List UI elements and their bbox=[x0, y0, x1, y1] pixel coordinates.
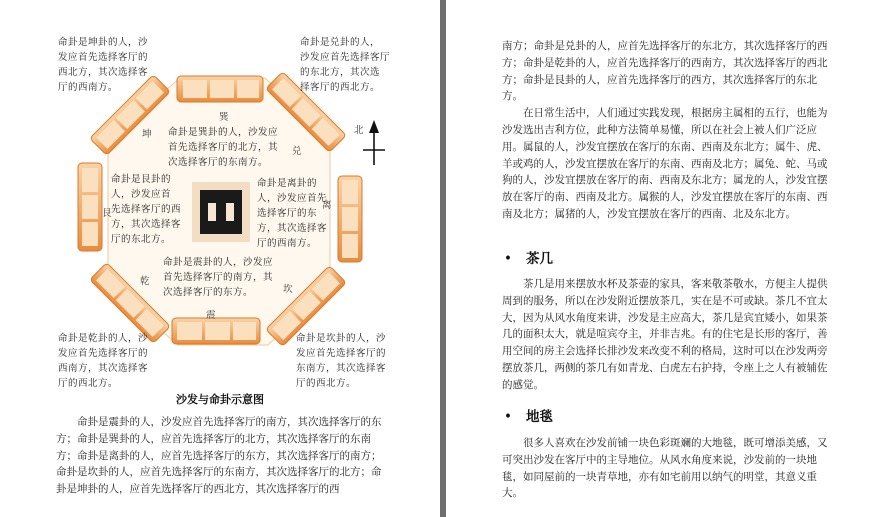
sofa-right bbox=[338, 176, 362, 262]
sofa-bottom bbox=[172, 318, 260, 344]
bullet-icon: • bbox=[504, 251, 512, 267]
trigram-xun: 巽 bbox=[219, 112, 229, 123]
trigram-qian: 乾 bbox=[140, 276, 150, 287]
figure-caption: 沙发与命卦示意图 bbox=[176, 393, 264, 406]
trigram-gen: 艮 bbox=[102, 208, 112, 219]
north-label: 北 bbox=[354, 125, 364, 136]
paragraph-carpet: 很多人喜欢在沙发前铺一块色彩斑斓的大地毯，既可增添美感，又可突出沙发在客厅中的主导地位。从风水角度来说，沙发前的一块地毯，如同屋前的一块青草地，亦有如宅前用以纳气的明堂，其意义重大。 bbox=[502, 437, 828, 500]
left-page bbox=[0, 0, 440, 517]
note-qian: 命卦是乾卦的人，沙 发应首先选择客厅的 西南方，其次选择客 厅的西北方。 bbox=[58, 333, 149, 389]
paragraph-continued: 南方；命卦是兑卦的人，应首先选择客厅的东北方，其次选择客厅的西方；命卦是乾卦的人，应首先选择客厅的西南方，其次选择客厅的西北方；命卦是艮卦的人，应首先选择客厅的西方，其次选择客厅的东北方。 bbox=[502, 40, 828, 103]
heading-tea-table: • 茶几 bbox=[504, 251, 553, 267]
trigram-li: 离 bbox=[322, 200, 332, 211]
heading-carpet: • 地毯 bbox=[504, 409, 553, 425]
paragraph-tea-table: 茶几是用来摆放水杯及茶壶的家具，客来敬茶敬水，方便主人提供周到的服务，所以在沙发附近摆放茶几，实在是不可或缺。茶几不宜太大，因为从风水角度来讲，沙发是主应高大，茶几是宾宜矮小，如果茶几的面积太大，就是喧宾夺主，并非吉兆。有的住宅是长形的客厅，善用空间的房主会选择长排沙发来改变不利的格局，这时可以在沙发两旁摆放茶几，两侧的茶几有如青龙、白虎左右护持，令座上之人有被辅佐的感觉。 bbox=[502, 278, 828, 391]
tea-table bbox=[192, 182, 250, 242]
carpet-section bbox=[502, 435, 832, 502]
note-zhen: 命卦是震卦的人，沙发应 首先选择客厅的南方，其 次选择客厅的东方。 bbox=[163, 257, 274, 298]
north-arrow-icon bbox=[363, 120, 385, 165]
trigram-zhen: 震 bbox=[206, 310, 216, 321]
paragraph-zodiac: 在日常生活中，人们通过实践发现，根据房主属相的五行，也能为沙发选出吉利方位，此种方法简单易懂，所以在社会上被人们广泛应用。属鼠的人，沙发宜摆放在客厅的东南、西南及东北方；属牛、虎、羊或鸡的人，沙发宜摆放在客厅的东南、西南及北方；属兔、蛇、马或狗的人，沙发宜摆放在客厅的南、西南及东北方；属龙的人，沙发宜摆放在客厅的南、西南及北方。属猴的人，沙发宜摆放在客厅的东南、西南及北方；属猪的人，沙发宜摆放在客厅的西南、北及东北方。 bbox=[502, 107, 828, 220]
sofa-left bbox=[78, 163, 102, 251]
tea-table-section bbox=[502, 276, 832, 394]
trigram-dui: 兑 bbox=[292, 146, 302, 157]
note-gen: 命卦是艮卦的 人，沙发应首 先选择客厅的西 方，其次选择客 厅的东北方。 bbox=[111, 174, 182, 245]
left-body-text bbox=[56, 414, 388, 498]
note-li: 命卦是离卦的 人，沙发应首先 选择客厅的东 方，其次选择客 厅的西南方。 bbox=[257, 178, 328, 249]
bullet-icon: • bbox=[504, 409, 512, 425]
right-body-top bbox=[502, 38, 832, 223]
trigram-kan: 坎 bbox=[283, 284, 293, 295]
note-kan: 命卦是坎卦的人，沙 发应首先选择客厅的 东南方，其次选择客 厅的西北方。 bbox=[296, 333, 387, 389]
trigram-kun: 坤 bbox=[142, 129, 152, 140]
left-paragraph: 命卦是震卦的人，沙发应首先选择客厅的南方，其次选择客厅的东方；命卦是巽卦的人，应首先选择客厅的北方，其次选择客厅的东南方；命卦是离卦的人，应首先选择客厅的东方，其次选择客厅的南方；命卦是坎卦的人，应首先选择客厅的东南方，其次选择客厅的北方；命卦是坤卦的人，应首先选择客厅的西北方，其次选择客厅的西 bbox=[56, 416, 382, 496]
note-xun: 命卦是巽卦的人，沙发应 首先选择客厅的北方，其 次选择客厅的东南方。 bbox=[168, 127, 279, 168]
sofa-top bbox=[177, 76, 263, 102]
note-kun: 命卦是坤卦的人，沙 发应首先选择客厅的 西北方，其次选择客 厅的西南方。 bbox=[58, 37, 149, 93]
right-page bbox=[446, 0, 886, 517]
note-dui: 命卦是兑卦的人， 沙发应首先选择客厅 的东北方，其次选 择客厅的西北方。 bbox=[300, 37, 391, 93]
